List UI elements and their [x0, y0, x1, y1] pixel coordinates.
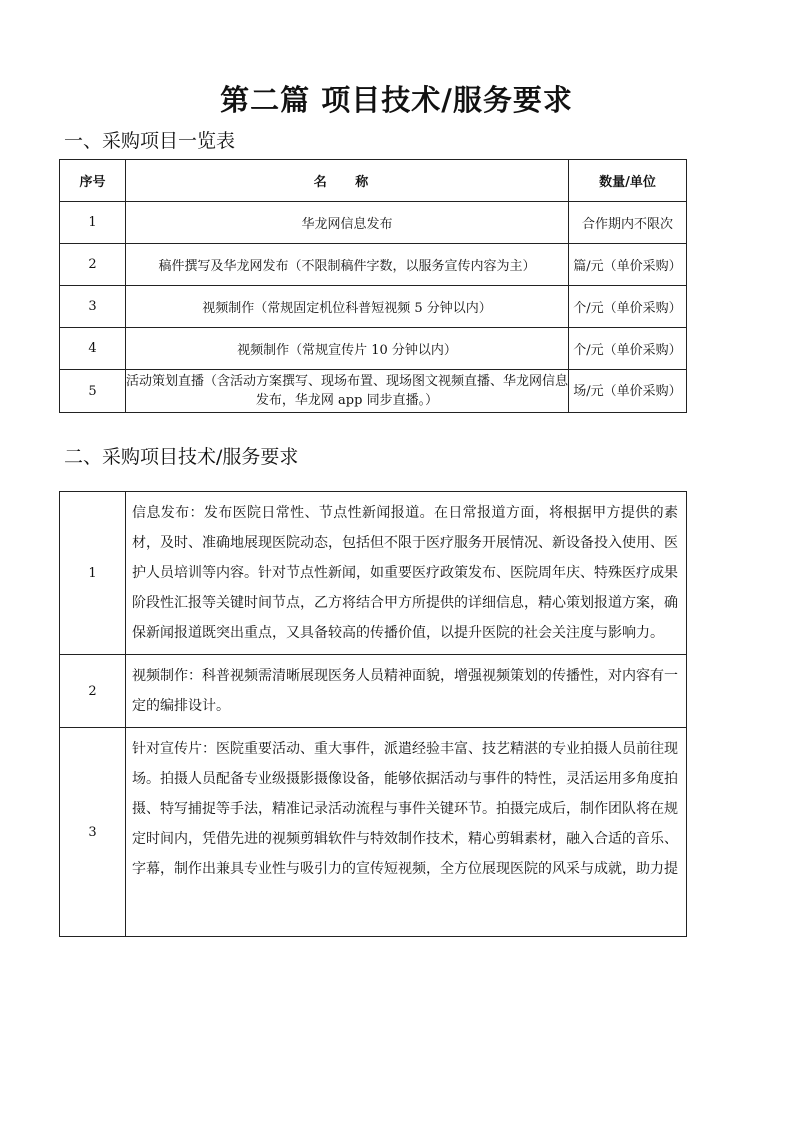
table-row	[60, 370, 687, 413]
section-heading-requirements: 二、采购项目技术/服务要求	[64, 446, 299, 468]
table-row	[60, 328, 687, 370]
row-unit: 场/元（单价采购）	[569, 370, 687, 413]
row-unit: 个/元（单价采购）	[569, 286, 687, 328]
table-row	[60, 202, 687, 244]
row-index: 5	[60, 370, 126, 413]
row-index: 4	[60, 328, 126, 370]
row-unit: 个/元（单价采购）	[569, 328, 687, 370]
row-index: 1	[60, 492, 126, 655]
table-row	[60, 492, 687, 655]
header-name: 名 称	[126, 160, 569, 202]
row-index: 2	[60, 244, 126, 286]
section-heading-procurement-list: 一、采购项目一览表	[64, 130, 236, 152]
row-index: 2	[60, 655, 126, 728]
row-index: 3	[60, 286, 126, 328]
header-index: 序号	[60, 160, 126, 202]
table-row	[60, 728, 687, 937]
table-row	[60, 655, 687, 728]
row-unit: 合作期内不限次	[569, 202, 687, 244]
row-unit: 篇/元（单价采购）	[569, 244, 687, 286]
table-header-row	[60, 160, 687, 202]
header-quantity-unit: 数量/单位	[569, 160, 687, 202]
table-row	[60, 244, 687, 286]
row-text: 信息发布：发布医院日常性、节点性新闻报道。在日常报道方面，将根据甲方提供的素材，及时、准确地展现医院动态，包括但不限于医疗服务开展情况、新设备投入使用、医护人员培训等内容。针对节点性新闻，如重要医疗政策发布、医院周年庆、特殊医疗成果阶段性汇报等关键时间节点，乙方将结合甲方所提供的详细信息，精心策划报道方案，确保新闻报道既突出重点，又具备较高的传播价值，以提升医院的社会关注度与影响力。	[126, 492, 687, 655]
row-text: 视频制作：科普视频需清晰展现医务人员精神面貌，增强视频策划的传播性，对内容有一定的编排设计。	[126, 655, 687, 728]
row-text: 针对宣传片：医院重要活动、重大事件，派遣经验丰富、技艺精湛的专业拍摄人员前往现场。拍摄人员配备专业级摄影摄像设备，能够依据活动与事件的特性，灵活运用多角度拍摄、特写捕捉等手法，精准记录活动流程与事件关键环节。拍摄完成后，制作团队将在规定时间内，凭借先进的视频剪辑软件与特效制作技术，精心剪辑素材，融入合适的音乐、字幕，制作出兼具专业性与吸引力的宣传短视频，全方位展现医院的风采与成就，助力提	[126, 728, 687, 937]
row-name: 稿件撰写及华龙网发布（不限制稿件字数，以服务宣传内容为主）	[126, 244, 569, 286]
row-index: 3	[60, 728, 126, 937]
procurement-list-table	[59, 159, 687, 413]
row-name: 活动策划直播（含活动方案撰写、现场布置、现场图文视频直播、华龙网信息发布，华龙网 app 同步直播。）	[126, 370, 569, 413]
page-title: 第二篇 项目技术/服务要求	[220, 83, 573, 117]
row-name: 华龙网信息发布	[126, 202, 569, 244]
row-index: 1	[60, 202, 126, 244]
table-row	[60, 286, 687, 328]
requirements-table	[59, 491, 687, 937]
row-name: 视频制作（常规固定机位科普短视频 5 分钟以内）	[126, 286, 569, 328]
row-name: 视频制作（常规宣传片 10 分钟以内）	[126, 328, 569, 370]
